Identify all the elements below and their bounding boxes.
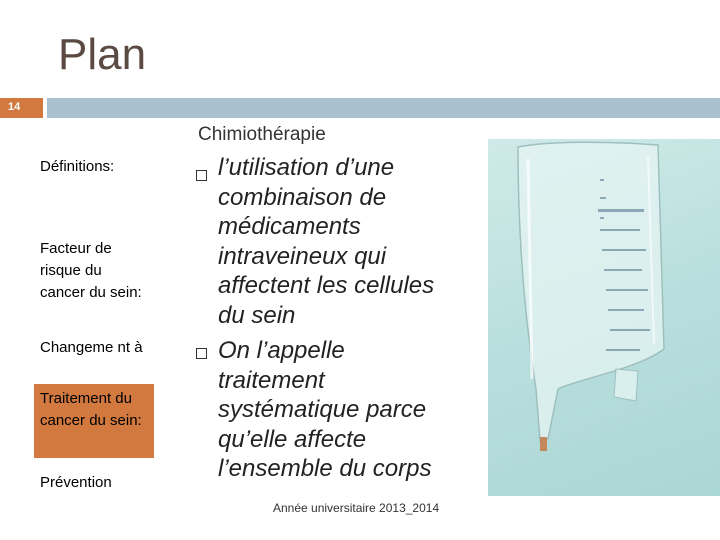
sidebar-item-change[interactable]: Changeme nt à <box>40 339 143 356</box>
bullet-1-line: intraveineux qui <box>218 242 387 270</box>
bullet-2-line: traitement <box>218 366 325 394</box>
sidebar-item-risk-factor[interactable]: Facteur de risque du cancer du sein: <box>40 240 142 301</box>
bullet-text-2 <box>218 336 431 484</box>
bullet-1-line: l’utilisation d’une <box>218 154 395 181</box>
bullet-2-line: qu’elle affecte <box>218 425 367 453</box>
bullet-2-line: systématique parce <box>218 396 427 423</box>
footer-text: Année universitaire 2013_2014 <box>273 501 440 515</box>
slide-title: Plan <box>58 30 147 79</box>
bullet-box-icon <box>196 170 207 181</box>
slide-number: 14 <box>8 101 21 113</box>
bullet-2-line: l’ensemble du corps <box>218 455 432 482</box>
bullet-1-line: combinaison de <box>218 183 387 211</box>
bullet-2-line: On l’appelle <box>218 337 345 364</box>
bullet-1-line: affectent les cellules <box>218 272 435 299</box>
bullet-1-line: du sein <box>218 301 296 329</box>
bullet-text-1 <box>218 153 434 330</box>
sidebar-item-treatment[interactable]: Traitement du cancer du sein: <box>34 384 154 458</box>
slide-number-bar <box>0 98 43 118</box>
bullet-box-icon <box>196 348 207 359</box>
section-title: Chimiothérapie <box>198 124 326 145</box>
sidebar-item-definitions[interactable]: Définitions: <box>40 158 115 175</box>
header-divider-bar <box>47 98 720 118</box>
sidebar-item-prevention[interactable]: Prévention <box>40 474 112 491</box>
bullet-1-line: médicaments <box>218 213 361 240</box>
iv-bag-photo <box>488 139 720 496</box>
iv-bag-illustration <box>488 139 720 496</box>
